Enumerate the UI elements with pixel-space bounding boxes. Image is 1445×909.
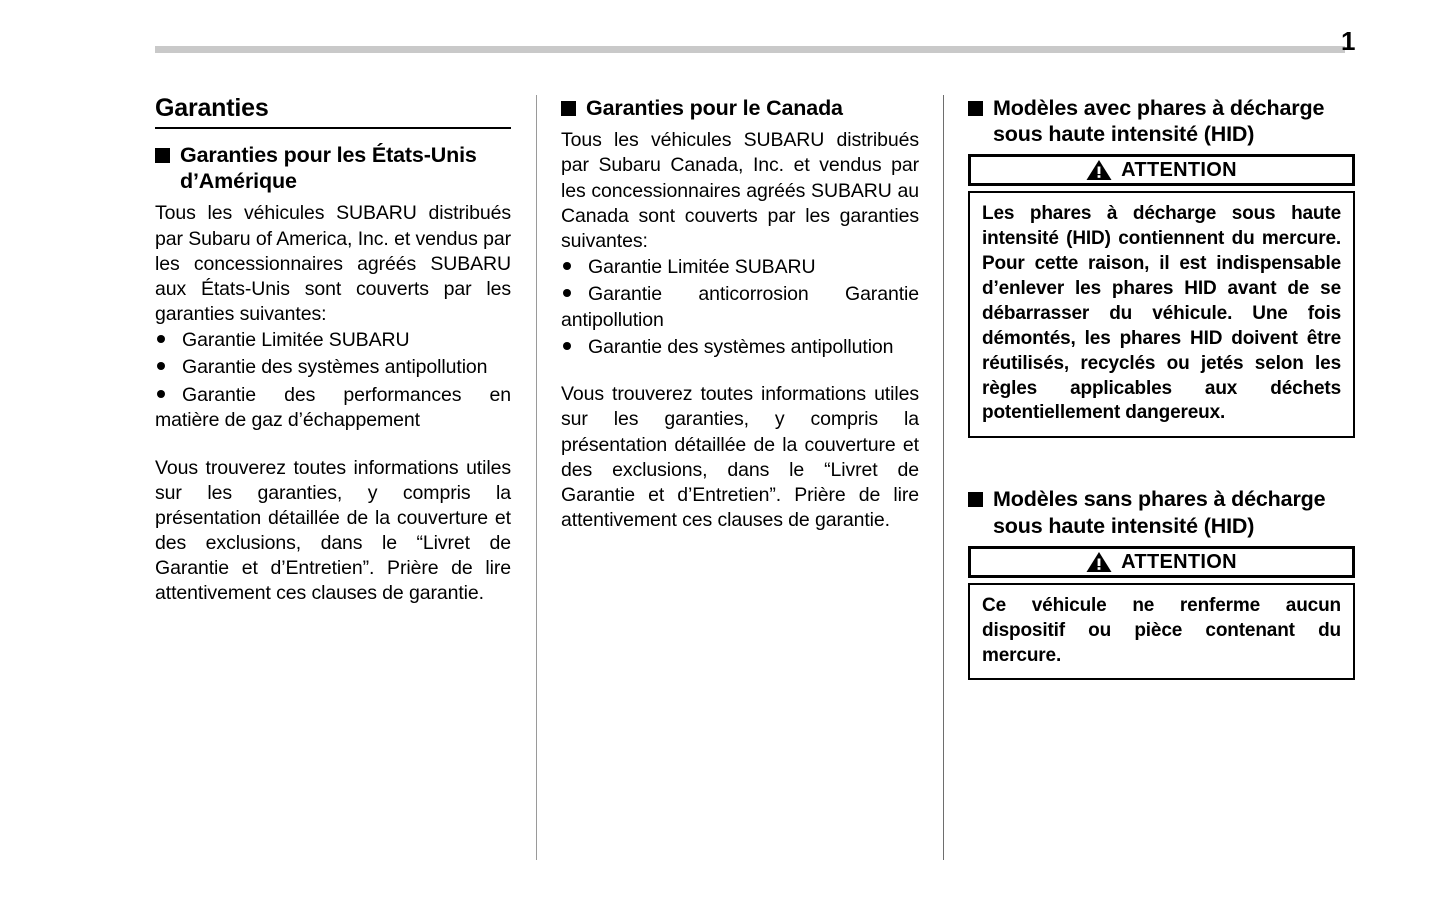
heading-text: Garanties pour les États-Unis d’Amérique xyxy=(180,143,477,194)
warning-label: ATTENTION xyxy=(1121,550,1237,573)
list-item-label: Garantie Limitée SUBARU xyxy=(182,329,410,352)
heading-models-with-hid xyxy=(968,95,1355,147)
warning-label: ATTENTION xyxy=(1121,159,1237,182)
page-number: 1 xyxy=(1341,26,1355,56)
warning-text: Ce véhicule ne renferme aucun dispositif ou pièce contenant du mercure. xyxy=(982,594,1341,666)
list-item xyxy=(561,255,919,280)
list-item-label: Garantie anticorrosion Garantie antipollution xyxy=(561,283,919,331)
column-1 xyxy=(155,95,536,860)
warning-block-hid xyxy=(968,154,1355,438)
paragraph-intro-canada: Tous les véhicules SUBARU distribués par Subaru Canada, Inc. et vendus par les concessionnaires agréés SUBARU au Canada sont couverts par les garanties suivantes: xyxy=(561,129,919,252)
column-3 xyxy=(943,95,1355,860)
list-item xyxy=(561,335,919,360)
round-bullet-icon xyxy=(563,342,571,350)
list-item-label: Garantie Limitée SUBARU xyxy=(588,255,816,278)
square-bullet-icon xyxy=(968,101,983,116)
heading-text: Modèles avec phares à décharge sous haute intensité (HID) xyxy=(993,96,1325,147)
list-item-label: Garantie des systèmes antipollution xyxy=(182,356,488,379)
bullet-list-canada xyxy=(561,255,919,360)
section-spacer xyxy=(968,448,1355,486)
heading-warranties-canada xyxy=(561,95,919,121)
warning-header xyxy=(968,154,1355,186)
page-columns xyxy=(155,95,1355,860)
heading-models-without-hid xyxy=(968,486,1355,538)
warning-body xyxy=(968,191,1355,438)
square-bullet-icon xyxy=(155,148,170,163)
list-item-label: Garantie des performances en matière de gaz d’échappement xyxy=(155,383,511,432)
round-bullet-icon xyxy=(563,289,571,297)
warning-header xyxy=(968,546,1355,578)
square-bullet-icon xyxy=(968,492,983,507)
list-item-label: Garantie des systèmes antipollution xyxy=(588,335,894,358)
warning-body xyxy=(968,583,1355,681)
round-bullet-icon xyxy=(157,362,165,370)
paragraph-intro-usa: Tous les véhicules SUBARU distribués par Subaru of America, Inc. et vendus par les concessionnaires agréés SUBARU aux États-Unis sont couverts par les garanties suivantes: xyxy=(155,202,511,325)
page-title: Garanties xyxy=(155,94,269,122)
warning-triangle-icon xyxy=(1086,551,1112,573)
list-item xyxy=(155,355,511,380)
column-2 xyxy=(536,95,943,860)
round-bullet-icon xyxy=(563,262,571,270)
warning-text: Les phares à décharge sous haute intensité (HID) contiennent du mercure. Pour cette raison, il est indispensable d’enlever les phares HID avant de se débarrasser du véhicule. Une fois démontés, les phares HID doivent être réutilisés, recyclés ou jetés selon les règles applicables aux déchets potentiellement dangereux. xyxy=(982,203,1341,424)
warning-triangle-icon xyxy=(1086,159,1112,181)
heading-warranties-usa xyxy=(155,142,511,194)
heading-text: Modèles sans phares à décharge sous haute intensité (HID) xyxy=(993,487,1326,538)
list-item xyxy=(155,328,511,353)
heading-text: Garanties pour le Canada xyxy=(586,96,843,120)
bullet-list-usa xyxy=(155,328,511,433)
square-bullet-icon xyxy=(561,101,576,116)
round-bullet-icon xyxy=(157,390,165,398)
list-item xyxy=(155,383,511,434)
title-underline xyxy=(155,127,511,129)
paragraph-closing-canada: Vous trouverez toutes informations utiles sur les garanties, y compris la présentation détaillée de la couverture et des exclusions, dans le “Livret de Garantie et d’Entretien”. Prière de lire attentivement ces clauses de garantie. xyxy=(561,383,919,531)
list-item xyxy=(561,282,919,333)
header-rule xyxy=(155,46,1345,53)
paragraph-closing-usa: Vous trouverez toutes informations utiles sur les garanties, y compris la présentation détaillée de la couverture et des exclusions, dans le “Livret de Garantie et d’Entretien”. Prière de lire attentivement ces clauses de garantie. xyxy=(155,456,511,605)
warning-block-no-hid xyxy=(968,546,1355,681)
round-bullet-icon xyxy=(157,335,165,343)
